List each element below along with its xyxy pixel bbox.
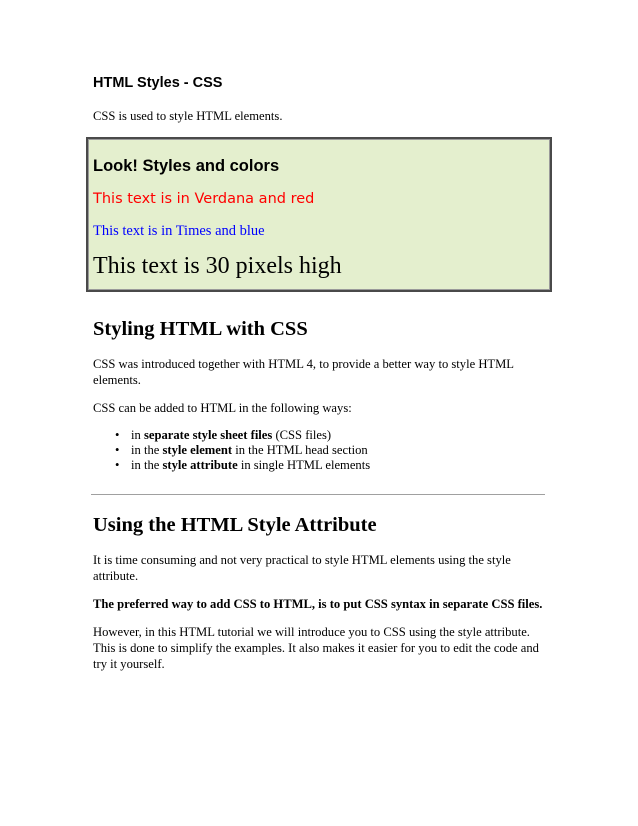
bullet-icon: • xyxy=(115,428,120,442)
demo-times-text: This text is in Times and blue xyxy=(93,223,265,239)
bullet-icon: • xyxy=(115,443,120,457)
section-heading-styling: Styling HTML with CSS xyxy=(93,318,308,340)
section2-paragraph3-line1: However, in this HTML tutorial we will introduce you to CSS using the style attribute. xyxy=(93,625,530,639)
section2-paragraph-line2: attribute. xyxy=(93,569,139,583)
list-item-bold: style element xyxy=(162,443,233,457)
section2-paragraph3-line2: This is done to simplify the examples. It also makes it easier for you to edit the code and xyxy=(93,641,539,655)
section1-ways-intro: CSS can be added to HTML in the following ways: xyxy=(93,401,352,415)
section1-paragraph-line2: elements. xyxy=(93,373,141,387)
section2-bold-note: The preferred way to add CSS to HTML, is to put CSS syntax in separate CSS files. xyxy=(93,597,543,611)
list-item-bold: separate style sheet files xyxy=(143,428,273,442)
css-ways-list xyxy=(93,428,370,473)
section1-paragraph-line1: CSS was introduced together with HTML 4, to provide a better way to style HTML xyxy=(93,357,514,371)
section-heading-style-attribute: Using the HTML Style Attribute xyxy=(93,514,377,536)
bullet-icon: • xyxy=(115,458,120,472)
styles-demo-box xyxy=(86,137,552,292)
list-item: • in the style element in the HTML head section xyxy=(115,443,368,457)
demo-heading: Look! Styles and colors xyxy=(93,157,280,175)
section2-paragraph-line1: It is time consuming and not very practical to style HTML elements using the style xyxy=(93,553,511,567)
page-title: HTML Styles - CSS xyxy=(93,75,223,91)
list-item: • in separate style sheet files (CSS files) xyxy=(115,428,332,442)
demo-verdana-text: This text is in Verdana and red xyxy=(93,191,315,207)
section2-paragraph3-line3: try it yourself. xyxy=(93,657,165,671)
list-item: • in the style attribute in single HTML elements xyxy=(115,458,371,472)
list-item-bold: style attribute xyxy=(162,458,238,472)
demo-30px-text: This text is 30 pixels high xyxy=(93,253,342,279)
horizontal-divider xyxy=(91,494,545,495)
intro-text: CSS is used to style HTML elements. xyxy=(93,109,283,123)
